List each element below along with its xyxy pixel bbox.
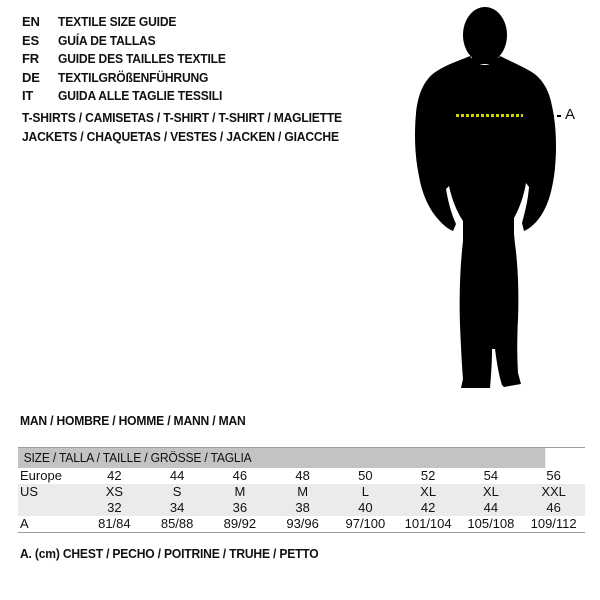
size-cell: L	[361, 484, 369, 499]
size-cell: 42	[107, 468, 122, 483]
table-row-chest	[18, 516, 585, 532]
size-cell: 105/108	[467, 516, 515, 531]
language-title: GUIDE DES TAILLES TEXTILE	[58, 51, 226, 67]
size-cell: M	[297, 484, 309, 499]
measure-label-a: A	[565, 106, 576, 123]
language-code: EN	[22, 14, 40, 29]
size-cell: 109/112	[530, 516, 577, 531]
size-table-header: SIZE / TALLA / TAILLE / GRÖSSE / TAGLIA	[18, 448, 545, 468]
size-cell: 40	[358, 500, 373, 515]
garment-categories	[22, 109, 366, 146]
size-cell: 54	[483, 468, 499, 483]
row-label: US	[20, 484, 39, 499]
size-cell: 50	[358, 468, 373, 483]
gender-heading: MAN / HOMBRE / HOMME / MANN / MAN	[20, 413, 246, 428]
size-cell: 38	[295, 500, 310, 515]
man-figure	[410, 4, 600, 390]
size-cell: 52	[420, 468, 436, 483]
size-cell: 46	[546, 500, 561, 515]
measurement-footnote: A. (cm) CHEST / PECHO / POITRINE / TRUHE / PETTO	[20, 546, 319, 561]
category-tshirts: T-SHIRTS / CAMISETAS / T-SHIRT / T-SHIRT / MAGLIETTE	[22, 110, 342, 125]
size-cell: 42	[420, 500, 436, 515]
row-label: Europe	[20, 468, 62, 483]
size-cell: M	[234, 484, 246, 499]
size-cell: 89/92	[223, 516, 257, 531]
size-cell: 44	[483, 500, 499, 515]
size-table	[18, 447, 585, 533]
size-cell: 44	[169, 468, 185, 483]
chest-measure-line	[456, 114, 523, 117]
language-title-list	[22, 13, 238, 106]
man-silhouette	[410, 4, 562, 390]
size-cell: 32	[107, 500, 122, 515]
size-cell: S	[172, 484, 182, 499]
size-cell: 56	[546, 468, 561, 483]
size-cell: 93/96	[286, 516, 319, 531]
language-row	[22, 87, 238, 106]
size-cell: 101/104	[404, 516, 452, 531]
measure-callout-line	[543, 115, 561, 117]
size-cell: 97/100	[345, 516, 386, 531]
size-cell: XS	[105, 484, 124, 499]
table-row-us	[18, 484, 585, 500]
size-cell: XL	[482, 484, 499, 499]
language-code: IT	[22, 88, 34, 104]
table-row-europe	[18, 468, 585, 484]
size-cell: 85/88	[160, 516, 194, 531]
row-label: A	[20, 516, 29, 531]
language-code: FR	[22, 51, 39, 67]
size-cell: 34	[169, 500, 185, 515]
language-row	[22, 69, 238, 88]
table-row-alt-size	[18, 500, 585, 516]
language-row	[22, 32, 238, 51]
category-jackets: JACKETS / CHAQUETAS / VESTES / JACKEN / GIACCHE	[22, 128, 339, 144]
language-code: DE	[22, 69, 40, 85]
size-cell: XL	[420, 484, 437, 499]
language-row	[22, 50, 238, 69]
language-title: TEXTILE SIZE GUIDE	[58, 14, 177, 29]
size-cell: 36	[232, 500, 248, 515]
language-code: ES	[22, 32, 39, 48]
language-title: TEXTILGRÖßENFÜHRUNG	[58, 69, 209, 85]
size-cell: 46	[232, 468, 248, 483]
row-label	[18, 500, 83, 516]
size-cell: 48	[295, 468, 310, 483]
size-cell: XXL	[541, 484, 566, 499]
language-title: GUIDA ALLE TAGLIE TESSILI	[58, 88, 223, 104]
language-row	[22, 13, 238, 32]
language-title: GUÍA DE TALLAS	[58, 32, 156, 48]
size-cell: 81/84	[98, 516, 131, 531]
